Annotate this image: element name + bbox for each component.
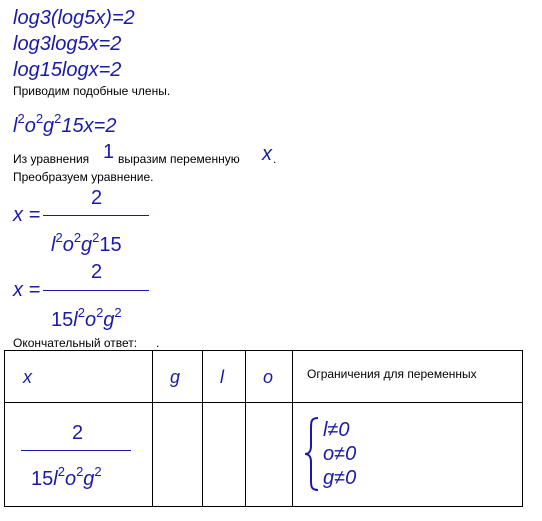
header-o-cell bbox=[246, 351, 293, 403]
variable-x: x bbox=[262, 143, 272, 165]
var-l: l bbox=[73, 309, 78, 331]
header-constraints: Ограничения для переменных bbox=[307, 367, 477, 381]
answer-denominator bbox=[31, 464, 102, 491]
exponent: 2 bbox=[57, 464, 65, 479]
fraction-2-numerator: 2 bbox=[91, 261, 103, 283]
exponent: 2 bbox=[73, 230, 82, 245]
exponent: 2 bbox=[77, 305, 85, 320]
var-l: l bbox=[13, 115, 18, 137]
constraint-o: o≠0 bbox=[323, 443, 357, 465]
fraction-1-numerator: 2 bbox=[91, 187, 103, 209]
header-x-cell bbox=[5, 351, 153, 403]
left-brace-icon bbox=[303, 416, 321, 492]
denominator-tail: 15 bbox=[99, 234, 122, 256]
final-answer-label: Окончательный ответ: bbox=[13, 336, 138, 350]
var-o: o bbox=[84, 309, 97, 331]
header-g: g bbox=[170, 367, 181, 387]
var-o: o bbox=[64, 468, 77, 490]
answer-fraction-bar bbox=[21, 450, 131, 451]
fraction-2-bar bbox=[43, 290, 149, 291]
answer-table bbox=[4, 350, 523, 507]
from-equation-text: Из уравнения bbox=[13, 152, 90, 166]
exponent: 2 bbox=[96, 305, 104, 320]
var-o: o bbox=[24, 115, 36, 137]
denominator-head: 15 bbox=[31, 468, 54, 490]
var-g: g bbox=[81, 234, 93, 256]
table-row bbox=[5, 403, 523, 507]
exponent: 2 bbox=[55, 230, 63, 245]
exponent: 2 bbox=[54, 111, 62, 126]
equation-step-3: log15logx=2 bbox=[13, 59, 122, 81]
fraction-1-bar bbox=[43, 215, 149, 216]
var-g: g bbox=[43, 115, 55, 137]
header-x: x bbox=[23, 367, 32, 387]
equation-step-4 bbox=[13, 111, 117, 138]
denominator-head: 15 bbox=[51, 309, 74, 331]
transform-text: Преобразуем уравнение. bbox=[13, 170, 154, 184]
header-l-cell bbox=[203, 351, 246, 403]
fraction-2-denominator bbox=[51, 305, 122, 332]
answer-l-cell bbox=[203, 403, 246, 507]
exponent: 2 bbox=[76, 464, 84, 479]
header-l: l bbox=[220, 367, 224, 387]
exponent: 2 bbox=[94, 464, 102, 479]
exponent: 2 bbox=[17, 111, 25, 126]
express-variable-text: выразим переменную bbox=[118, 152, 240, 166]
equation-tail: 15x=2 bbox=[61, 115, 117, 137]
header-constraints-cell bbox=[293, 351, 523, 403]
var-l: l bbox=[51, 234, 56, 256]
fraction-2-lhs: x = bbox=[13, 279, 41, 301]
var-g: g bbox=[103, 309, 115, 331]
var-l: l bbox=[53, 468, 58, 490]
equation-original: log3(log5x)=2 bbox=[13, 7, 135, 29]
table-header-row bbox=[5, 351, 523, 403]
header-g-cell bbox=[153, 351, 203, 403]
equation-number: 1 bbox=[103, 141, 115, 163]
var-g: g bbox=[83, 468, 95, 490]
answer-g-cell bbox=[153, 403, 203, 507]
exponent: 2 bbox=[114, 305, 122, 320]
answer-o-cell bbox=[246, 403, 293, 507]
final-answer-dot: . bbox=[156, 336, 160, 350]
constraint-g: g≠0 bbox=[323, 467, 357, 489]
period: . bbox=[273, 152, 277, 166]
exponent: 2 bbox=[92, 230, 100, 245]
answer-x-cell bbox=[5, 403, 153, 507]
constraints-cell bbox=[293, 403, 523, 507]
exponent: 2 bbox=[35, 111, 44, 126]
equation-step-2: log3log5x=2 bbox=[13, 33, 122, 55]
answer-numerator: 2 bbox=[72, 422, 84, 444]
fraction-1-denominator bbox=[51, 230, 122, 257]
fraction-1-lhs: x = bbox=[13, 204, 41, 226]
var-o: o bbox=[62, 234, 74, 256]
constraint-l: l≠0 bbox=[323, 419, 350, 441]
header-o: o bbox=[263, 367, 274, 387]
similar-terms-text: Приводим подобные члены. bbox=[13, 84, 171, 98]
